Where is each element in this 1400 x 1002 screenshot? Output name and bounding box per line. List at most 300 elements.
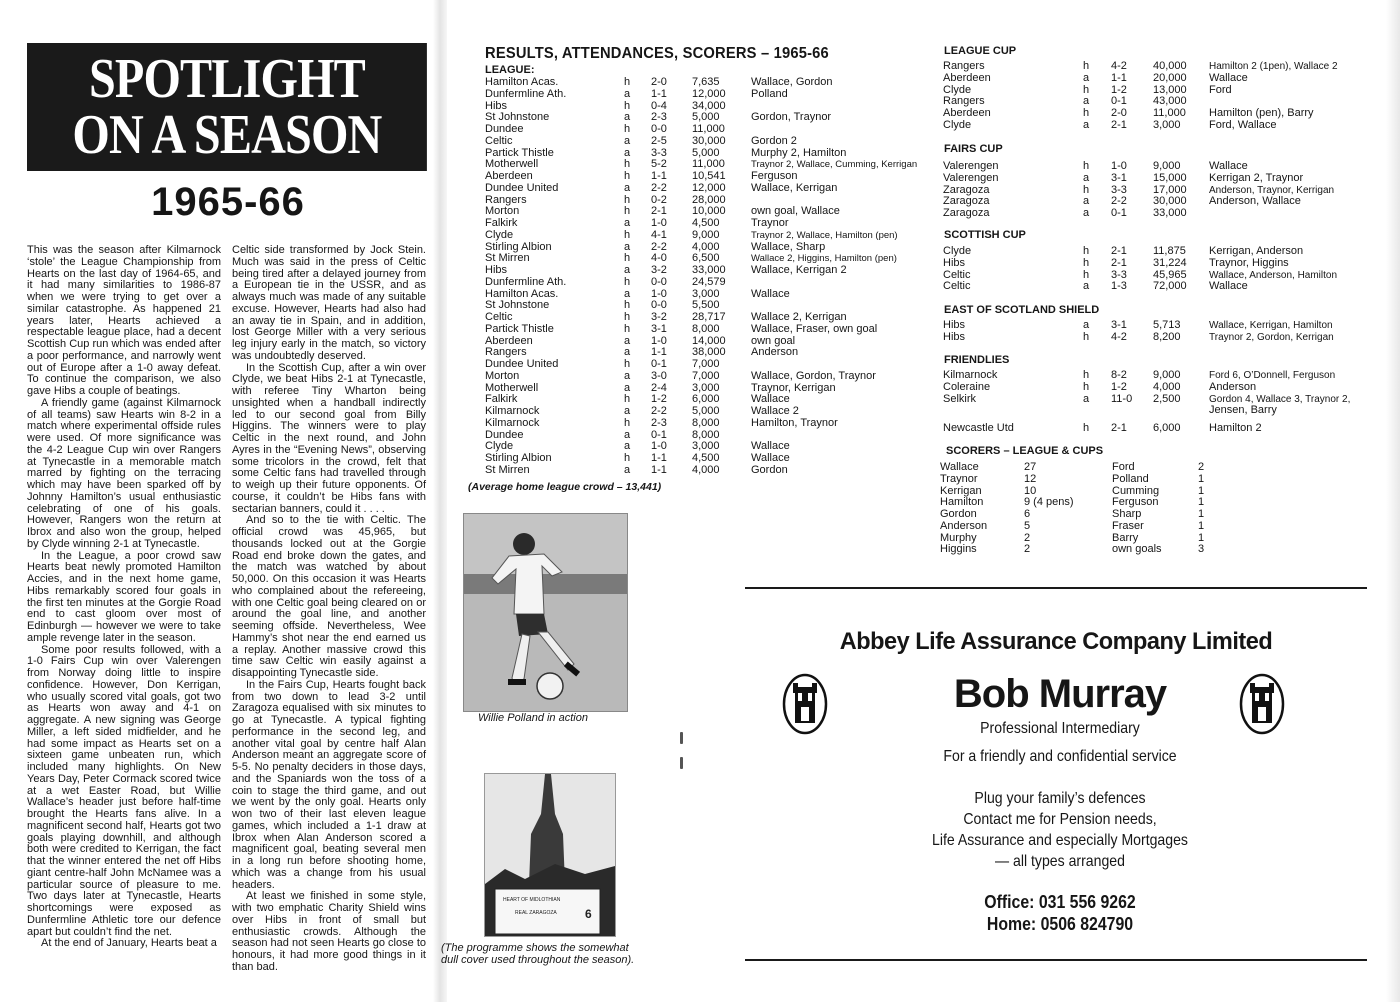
scorer-goals: 1 xyxy=(1198,531,1205,544)
table-row xyxy=(943,73,1363,85)
opponent-cell: Newcastle Utd xyxy=(943,422,1014,434)
scorers-label: SCORERS – LEAGUE & CUPS xyxy=(946,445,1104,457)
scorers-cell: Hamilton 2 xyxy=(1209,422,1262,434)
attendance-cell: 12,000 xyxy=(692,181,726,194)
scorer-name: Ford xyxy=(1112,461,1135,473)
article-paragraph: In the Fairs Cup, Hearts fought back from two down to lead 3-2 until Zaragoza equalised with six minutes to go at Tynecastle. A typical fighting performance in the second leg, and another vital goal by centre half Alan Anderson meant an aggregate score of 5-5. No penalty deciders in those days, and the Spaniards won the toss of a coin to stage the third game, and out we went by the only goal. Hearts only won two of their last eleven league games, which included a 1-1 draw at Ibrox when Alan Anderson scored a magnificent goal, beating several men in a long run before shooting home, which was a change from his usual headers. xyxy=(232,678,426,891)
score-cell: 0-2 xyxy=(651,193,667,206)
attendance-cell: 3,000 xyxy=(692,440,720,453)
attendance-cell: 30,000 xyxy=(692,134,726,147)
score-cell: 3-2 xyxy=(651,311,667,323)
score-cell: 1-0 xyxy=(1111,160,1127,172)
article-paragraph: And so to the tie with Celtic. The official crowd was 45,965, but thousands locked out at the Gorgie Road end broke down the gates, and the match was watched by about 50,000. On this occasion it was Hearts who complained about the refereeing, with one Celtic goal being cleared on or around the goal line, and another seeming offside. Nevertheless, Wee Hammy’s shot near the end earned us a replay. Another massive crowd this time saw Celtic win easily against a disappointing Tynecastle side. xyxy=(232,514,426,679)
attendance-cell: 6,000 xyxy=(692,393,720,406)
east-shield-label: EAST OF SCOTLAND SHIELD xyxy=(944,304,1100,316)
scorer-row xyxy=(940,509,1140,521)
opponent-cell: Celtic xyxy=(485,134,513,147)
score-cell: 1-0 xyxy=(651,334,667,347)
scorers-cell: Wallace xyxy=(751,452,790,464)
attendance-cell: 28,717 xyxy=(692,311,726,323)
opponent-cell: Rangers xyxy=(485,193,527,206)
scorers-cell: Gordon 2 xyxy=(751,134,797,147)
scorers-cell: Traynor 2, Wallace, Cumming, Kerrigan xyxy=(751,159,918,171)
scorers-cell: Hamilton 2 (1pen), Wallace 2 xyxy=(1209,61,1338,72)
opponent-cell: Hibs xyxy=(485,99,508,112)
venue-cell: a xyxy=(1083,319,1090,331)
article-paragraph: At the end of January, Hearts beat a xyxy=(41,937,217,950)
opponent-cell: Rangers xyxy=(943,60,985,72)
table-row xyxy=(485,465,935,477)
attendance-cell: 6,500 xyxy=(692,252,720,265)
league-label: LEAGUE: xyxy=(485,64,535,76)
venue-cell: a xyxy=(624,181,631,194)
advert-office-phone: Office: 031 556 9262 xyxy=(984,892,1136,912)
table-row xyxy=(485,89,935,101)
scorer-goals: 1 xyxy=(1198,484,1205,497)
opponent-cell: St Johnstone xyxy=(485,111,550,124)
venue-cell: h xyxy=(624,228,631,241)
scorer-name: Murphy xyxy=(940,531,977,544)
scorer-goals: 2 xyxy=(1024,543,1031,556)
opponent-cell: Dundee United xyxy=(485,181,559,194)
scorer-goals: 1 xyxy=(1198,496,1205,509)
attendance-cell: 8,000 xyxy=(692,416,720,429)
venue-cell: a xyxy=(624,217,631,229)
scorers-cell: Traynor 2, Wallace, Hamilton (pen) xyxy=(751,229,898,241)
venue-cell: h xyxy=(624,393,631,406)
score-cell: 4-0 xyxy=(651,252,667,265)
score-cell: 2-1 xyxy=(1111,256,1127,269)
venue-cell: a xyxy=(1083,280,1090,293)
score-cell: 4-1 xyxy=(651,228,667,241)
article-column-2 xyxy=(232,245,426,974)
attendance-cell: 13,000 xyxy=(1153,83,1187,96)
opponent-cell: Selkirk xyxy=(943,392,977,405)
article-paragraph: A friendly game (against Kilmarnock of all teams) saw Hearts win 8-2 in a match where experimental offside rules were used. Of more significance was the 4-2 League Cup win over Rangers at Tynecastle in a memorable match marred by fighting on the terracing which may have been sparked off by Johnny Hamilton’s usual enthusiastic celebrating of one of his goals. However, Rangers won the return at Ibrox and also won the group, helped by Clyde winning 2-1 at Tynecastle. xyxy=(27,396,221,550)
scorers-cell: Gordon xyxy=(751,463,788,476)
score-cell: 2-3 xyxy=(651,416,667,429)
venue-cell: a xyxy=(624,346,631,359)
scorer-goals: 27 xyxy=(1024,461,1037,473)
scorer-goals: 2 xyxy=(1024,531,1031,544)
score-cell: 0-0 xyxy=(651,275,667,288)
venue-cell: a xyxy=(624,111,631,124)
scorers-cell: Wallace xyxy=(751,440,790,453)
article-paragraph: Celtic side transformed by Jock Stein. Much was said in the press of Celtic being tired after a delayed journey from a European tie in the USSR, and as always much was made of any suitable excuse. However, Hearts had also had an away tie in Spain, and in addition, lost George Miller with a very serious leg injury early in the match, so victory was undoubtedly deserved. xyxy=(232,244,426,362)
venue-cell: h xyxy=(624,252,631,265)
score-cell: 2-2 xyxy=(651,405,667,417)
opponent-cell: Motherwell xyxy=(485,158,539,171)
advert-role: Professional Intermediary xyxy=(980,720,1140,737)
advert-bottom-rule xyxy=(745,959,1367,961)
venue-cell: h xyxy=(1083,160,1090,172)
table-row xyxy=(943,332,1363,344)
venue-cell: h xyxy=(1083,245,1090,257)
staple-mark xyxy=(680,732,683,744)
venue-cell: a xyxy=(1083,195,1090,208)
attendance-cell: 9,000 xyxy=(1153,369,1181,381)
table-row xyxy=(943,370,1363,382)
attendance-cell: 31,224 xyxy=(1153,256,1187,269)
opponent-cell: Motherwell xyxy=(485,381,539,394)
attendance-cell: 11,000 xyxy=(692,158,725,171)
score-cell: 2-2 xyxy=(1111,195,1127,208)
attendance-cell: 17,000 xyxy=(1153,183,1187,196)
venue-cell: h xyxy=(624,205,631,218)
scorers-cell: Traynor xyxy=(751,217,789,229)
scorers-cell: Ford xyxy=(1209,83,1232,96)
scottish-cup-label: SCOTTISH CUP xyxy=(944,229,1026,241)
opponent-cell: Hibs xyxy=(485,264,508,276)
table-row xyxy=(485,77,935,89)
score-cell: 2-1 xyxy=(651,205,667,218)
advert-body-line: — all types arranged xyxy=(995,853,1125,870)
venue-cell: a xyxy=(624,463,631,476)
scorers-cell: Hamilton, Traynor xyxy=(751,416,838,429)
scorer-goals: 10 xyxy=(1024,484,1037,497)
score-cell: 3-3 xyxy=(1111,183,1127,196)
score-cell: 1-0 xyxy=(651,440,667,453)
attendance-cell: 4,000 xyxy=(1153,380,1181,393)
table-row xyxy=(485,265,935,277)
score-cell: 2-3 xyxy=(651,111,667,124)
attendance-cell: 72,000 xyxy=(1153,280,1187,293)
table-row xyxy=(485,359,935,371)
score-cell: 2-2 xyxy=(651,181,667,194)
score-cell: 0-1 xyxy=(651,358,667,370)
table-row xyxy=(485,183,935,195)
opponent-cell: Partick Thistle xyxy=(485,322,554,335)
scorer-name: Cumming xyxy=(1112,484,1160,497)
venue-cell: a xyxy=(624,381,631,394)
opponent-cell: Morton xyxy=(485,205,520,218)
opponent-cell: Clyde xyxy=(485,228,514,241)
score-cell: 2-1 xyxy=(1111,245,1127,257)
scorer-name: Barry xyxy=(1112,531,1139,544)
scorers-cell: Jensen, Barry xyxy=(1209,404,1277,417)
attendance-cell: 40,000 xyxy=(1153,60,1187,72)
opponent-cell: Kilmarnock xyxy=(485,405,540,417)
advert-agent-name: Bob Murray xyxy=(953,672,1167,716)
programme-number: 6 xyxy=(585,907,592,921)
table-row xyxy=(943,258,1363,270)
venue-cell: h xyxy=(624,123,631,135)
table-row xyxy=(943,320,1363,332)
scorers-cell: own goal, Wallace xyxy=(751,205,840,218)
score-cell: 3-3 xyxy=(1111,268,1127,281)
programme-text-2: REAL ZARAGOZA xyxy=(515,910,557,916)
opponent-cell: Celtic xyxy=(485,311,513,323)
scorers-cell: Wallace xyxy=(751,287,790,300)
attendance-cell: 5,000 xyxy=(692,405,720,417)
table-row xyxy=(943,108,1363,120)
attendance-cell: 5,500 xyxy=(692,299,720,312)
league-cup-label: LEAGUE CUP xyxy=(944,45,1017,57)
article-paragraph: This was the season after Kilmarnock ‘stole’ the League Championship from Hearts on the last day of 1964-65, and it had many similarities to 1986-87 when we were trying to get over a similar catastrophe. As happened 21 years later, Hearts achieved a respectable league place, had a decent Scottish Cup run which was ended after a poor performance, and narrowly went out of Europe after a 1-0 away defeat. To continue the comparison, we also gave Hibs a couple of beatings. xyxy=(27,244,221,397)
scorer-row xyxy=(1112,544,1312,556)
scorer-name: Traynor xyxy=(940,472,978,485)
table-row xyxy=(943,173,1363,185)
scorers-cell: Wallace, Kerrigan, Hamilton xyxy=(1209,320,1333,331)
scorer-goals: 1 xyxy=(1198,519,1205,532)
opponent-cell: Zaragoza xyxy=(943,195,990,208)
scorers-cell: Traynor 2, Gordon, Kerrigan xyxy=(1209,331,1334,343)
venue-cell: h xyxy=(624,358,631,370)
opponent-cell: Stirling Albion xyxy=(485,452,552,464)
venue-cell: a xyxy=(624,87,631,100)
attendance-cell: 3,000 xyxy=(1153,118,1181,131)
attendance-cell: 5,000 xyxy=(692,146,720,159)
venue-cell: h xyxy=(1083,380,1090,393)
opponent-cell: Valerengen xyxy=(943,160,999,172)
score-cell: 4-2 xyxy=(1111,330,1127,343)
scorer-name: Ferguson xyxy=(1112,496,1159,509)
season-year: 1965-66 xyxy=(151,180,305,224)
opponent-cell: St Johnstone xyxy=(485,299,550,312)
venue-cell: a xyxy=(624,334,631,347)
scorers-cell: own goal xyxy=(751,334,796,347)
attendance-cell: 8,200 xyxy=(1153,330,1181,343)
attendance-cell: 11,000 xyxy=(1153,107,1186,119)
score-cell: 2-0 xyxy=(651,76,667,88)
venue-cell: h xyxy=(1083,183,1090,196)
attendance-cell: 45,965 xyxy=(1153,268,1187,281)
attendance-cell: 11,000 xyxy=(692,123,725,135)
article-paragraph: Some poor results followed, with a 1-0 Fairs Cup win over Valerengen from Norway doing little to inspire confidence. However, Don Kerrigan, who usually scored vital goals, got two as Hearts won away and 4-1 on aggregate. A new signing was George Miller, a left sided midfielder, and he had some impact as Hearts set on a sixteen game unbeaten run, which included many highlights. On New Years Day, Peter Cormack scored twice at a wet Easter Road, but Willie Wallace’s header just before half-time brought the Hearts fans alive. In a magnificent second half, Hearts got two goals playing downhill, and although both were credited to Kerrigan, the fact that the winner entered the net off Hibs giant centre-half John McNamee was a particular source of pleasure to me. Two days later at Tynecastle, Hearts shortcomings were exposed as Dunfermline Athletic tore our defence apart but couldn’t find the net. xyxy=(27,643,221,938)
table-row xyxy=(943,423,1363,435)
programme-text-1: HEART OF MIDLOTHIAN xyxy=(503,897,561,903)
opponent-cell: Rangers xyxy=(943,95,985,108)
opponent-cell: Clyde xyxy=(943,83,972,96)
attendance-cell: 24,579 xyxy=(692,275,726,288)
title-line-1: SPOTLIGHT xyxy=(88,48,365,110)
score-cell: 1-1 xyxy=(651,346,667,359)
scorers-cell: Wallace 2 xyxy=(751,405,799,417)
attendance-cell: 3,000 xyxy=(692,287,720,300)
opponent-cell: Partick Thistle xyxy=(485,146,554,159)
player-photo xyxy=(463,513,628,712)
title-banner xyxy=(27,43,427,171)
article-paragraph: In the Scottish Cup, after a win over Clyde, we beat Hibs 2-1 at Tynecastle, with referee Tiny Wharton being unsighted when a handball indirectly led to our second goal from Billy Higgins. The winners were to play Celtic in the next round, and John Ayres in the “Evening News”, observing some tricolors in the crowd, felt that some Celtic fans had travelled through to weigh up their future opponents. Of course, it couldn’t be Hibs fans with sectarian banners, could it . . . . xyxy=(232,361,426,515)
attendance-cell: 4,000 xyxy=(692,463,720,476)
scorer-row xyxy=(940,462,1140,474)
score-cell: 0-1 xyxy=(651,428,667,441)
table-row xyxy=(485,312,935,324)
score-cell: 11-0 xyxy=(1111,392,1133,405)
scorers-cell: Kerrigan 2, Traynor xyxy=(1209,171,1304,184)
opponent-cell: Dunfermline Ath. xyxy=(485,275,567,288)
venue-cell: h xyxy=(624,322,631,335)
venue-cell: a xyxy=(624,264,631,276)
scorer-goals: 3 xyxy=(1198,543,1205,556)
scorers-cell: Polland xyxy=(751,87,788,100)
attendance-cell: 20,000 xyxy=(1153,71,1187,84)
staple-mark xyxy=(680,757,683,769)
scorer-goals: 9 (4 pens) xyxy=(1024,496,1074,509)
score-cell: 2-2 xyxy=(651,240,667,253)
score-cell: 1-1 xyxy=(651,170,667,182)
article-paragraph: In the League, a poor crowd saw Hearts beat newly promoted Hamilton Accies, and in the next home game, Hibs remarkably scored four goals in the first ten minutes at the Gorgie Road end to cast gloom over most of Edinburgh — however we were to take ample revenge later in the season. xyxy=(27,549,221,644)
scorers-cell: Anderson xyxy=(751,346,799,359)
score-cell: 3-1 xyxy=(651,322,667,335)
venue-cell: h xyxy=(1083,422,1090,434)
table-row xyxy=(943,405,1363,417)
opponent-cell: Hamilton Acas. xyxy=(485,76,559,88)
advert-home-phone: Home: 0506 824790 xyxy=(986,914,1134,934)
opponent-cell: Celtic xyxy=(943,268,971,281)
scorer-name: own goals xyxy=(1112,543,1162,556)
scorers-cell: Traynor, Kerrigan xyxy=(751,381,836,394)
average-crowd-note: (Average home league crowd – 13,441) xyxy=(468,481,662,493)
scorer-row xyxy=(940,544,1140,556)
attendance-cell: 34,000 xyxy=(692,99,726,112)
venue-cell: h xyxy=(624,275,631,288)
table-row xyxy=(485,171,935,183)
attendance-cell: 15,000 xyxy=(1153,171,1187,184)
attendance-cell: 10,541 xyxy=(692,170,726,182)
venue-cell: a xyxy=(624,405,631,417)
venue-cell: a xyxy=(624,146,631,159)
scorer-name: Higgins xyxy=(940,543,977,556)
friendlies-label: FRIENDLIES xyxy=(944,354,1010,366)
table-row xyxy=(485,371,935,383)
scorer-name: Polland xyxy=(1112,472,1149,485)
score-cell: 2-4 xyxy=(651,381,667,394)
player-photo-image xyxy=(464,514,627,711)
scorers-cell: Wallace xyxy=(1209,160,1248,172)
opponent-cell: Clyde xyxy=(943,118,972,131)
scorers-cell: Wallace, Kerrigan xyxy=(751,181,838,194)
venue-cell: a xyxy=(1083,71,1090,84)
results-title: RESULTS, ATTENDANCES, SCORERS – 1965-66 xyxy=(485,45,829,62)
article-column-1 xyxy=(27,245,221,950)
attendance-cell: 8,000 xyxy=(692,322,720,335)
venue-cell: h xyxy=(624,452,631,464)
scorer-goals: 6 xyxy=(1024,508,1031,520)
venue-cell: a xyxy=(1083,118,1090,131)
venue-cell: a xyxy=(624,240,631,253)
table-row xyxy=(943,281,1363,293)
title-line-2: ON A SEASON xyxy=(72,104,382,166)
venue-cell: a xyxy=(624,428,631,441)
table-row xyxy=(485,277,935,289)
scorers-cell: Anderson xyxy=(1209,380,1257,393)
page-edge xyxy=(1386,0,1400,1002)
score-cell: 3-2 xyxy=(651,264,667,276)
opponent-cell: St Mirren xyxy=(485,463,530,476)
table-row xyxy=(943,382,1363,394)
scorer-goals: 2 xyxy=(1198,461,1205,473)
score-cell: 0-0 xyxy=(651,123,667,135)
score-cell: 3-1 xyxy=(1111,171,1127,184)
attendance-cell: 9,000 xyxy=(692,228,720,241)
score-cell: 1-0 xyxy=(651,217,667,229)
scorers-cell: Gordon 4, Wallace 3, Traynor 2, xyxy=(1209,393,1351,405)
scorers-cell: Wallace xyxy=(1209,280,1248,293)
table-row xyxy=(943,246,1363,258)
opponent-cell: Hamilton Acas. xyxy=(485,287,559,300)
venue-cell: a xyxy=(624,440,631,453)
scorers-cell: Wallace 2, Kerrigan xyxy=(751,311,847,323)
scorers-cell: Wallace xyxy=(751,393,790,406)
scorer-goals: 5 xyxy=(1024,519,1031,532)
programme-caption-line: (The programme shows the somewhat xyxy=(441,942,629,954)
score-cell: 2-5 xyxy=(651,134,667,147)
scorers-cell: Wallace 2, Higgins, Hamilton (pen) xyxy=(751,253,897,265)
venue-cell: h xyxy=(624,299,631,312)
venue-cell: h xyxy=(624,170,631,182)
opponent-cell: Morton xyxy=(485,369,520,382)
programme-caption xyxy=(441,942,634,966)
score-cell: 1-2 xyxy=(651,393,667,406)
score-cell: 1-2 xyxy=(1111,380,1127,393)
opponent-cell: St Mirren xyxy=(485,252,530,265)
attendance-cell: 33,000 xyxy=(1153,207,1187,219)
opponent-cell: Dundee United xyxy=(485,358,559,370)
scorer-name: Fraser xyxy=(1112,519,1144,532)
attendance-cell: 5,000 xyxy=(692,111,720,124)
opponent-cell: Rangers xyxy=(485,346,527,359)
advert-top-rule xyxy=(745,587,1367,589)
scorers-cell: Murphy 2, Hamilton xyxy=(751,146,847,159)
score-cell: 0-0 xyxy=(651,299,667,312)
score-cell: 1-1 xyxy=(651,87,667,100)
venue-cell: h xyxy=(1083,60,1090,72)
score-cell: 3-0 xyxy=(651,369,667,382)
scorers-cell: Ford 6, O’Donnell, Ferguson xyxy=(1209,370,1336,381)
opponent-cell: Hibs xyxy=(943,330,966,343)
scorers-cell: Hamilton (pen), Barry xyxy=(1209,107,1314,119)
score-cell: 8-2 xyxy=(1111,369,1127,381)
advert-body-line: Life Assurance and especially Mortgages xyxy=(932,832,1188,849)
scorers-cell: Ferguson xyxy=(751,170,798,182)
score-cell: 2-0 xyxy=(1111,107,1127,119)
advert-tagline: For a friendly and confidential service xyxy=(943,748,1177,765)
advert-body-line: Contact me for Pension needs, xyxy=(963,811,1157,828)
opponent-cell: Hibs xyxy=(943,256,966,269)
attendance-cell: 10,000 xyxy=(692,205,726,218)
score-cell: 0-1 xyxy=(1111,95,1127,108)
scorers-cell: Wallace, Fraser, own goal xyxy=(751,322,878,335)
scorers-cell: Wallace xyxy=(1209,71,1248,84)
table-row xyxy=(485,324,935,336)
score-cell: 3-1 xyxy=(1111,319,1127,331)
table-row xyxy=(485,124,935,136)
scorer-goals: 1 xyxy=(1198,508,1205,520)
scorers-cell: Gordon, Traynor xyxy=(751,111,832,124)
venue-cell: a xyxy=(624,287,631,300)
opponent-cell: Celtic xyxy=(943,280,971,293)
attendance-cell: 6,000 xyxy=(1153,422,1181,434)
attendance-cell: 4,500 xyxy=(692,452,720,464)
scorer-name: Sharp xyxy=(1112,508,1142,520)
scorer-row xyxy=(1112,509,1312,521)
venue-cell: h xyxy=(1083,369,1090,381)
venue-cell: h xyxy=(624,311,631,323)
venue-cell: a xyxy=(1083,95,1090,108)
opponent-cell: Kilmarnock xyxy=(485,416,540,429)
scorer-row xyxy=(1112,462,1312,474)
venue-cell: h xyxy=(624,76,631,88)
table-row xyxy=(943,394,1363,406)
opponent-cell: Dunfermline Ath. xyxy=(485,87,567,100)
scorers-cell: Traynor, Higgins xyxy=(1209,256,1289,269)
score-cell: 1-3 xyxy=(1111,280,1127,293)
table-row xyxy=(485,230,935,242)
opponent-cell: Dundee xyxy=(485,428,524,441)
table-row xyxy=(943,208,1363,220)
opponent-cell: Stirling Albion xyxy=(485,240,552,253)
